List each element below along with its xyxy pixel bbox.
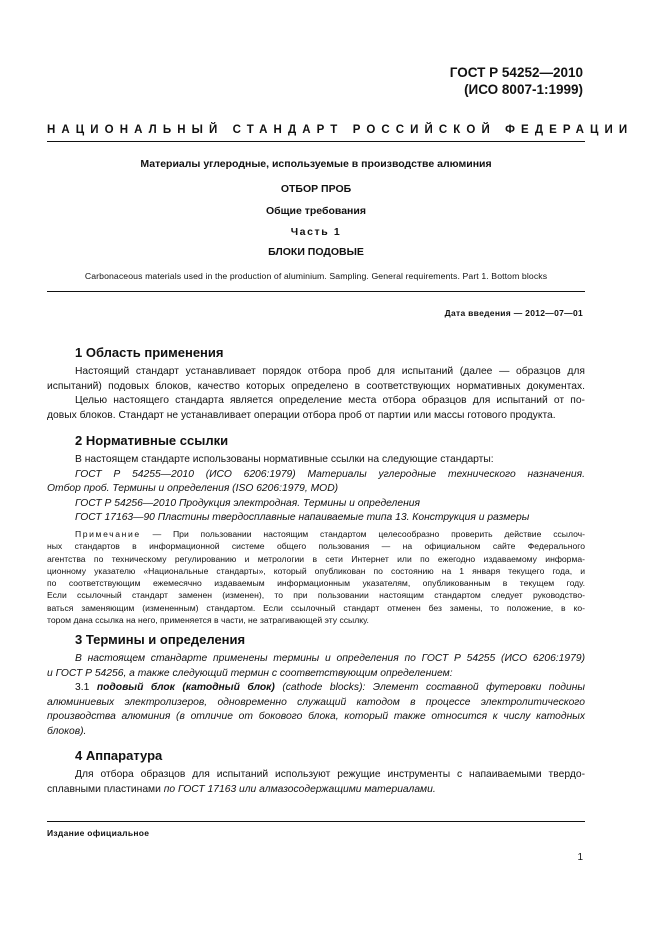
section-4-body — [47, 768, 585, 797]
title-sampling: ОТБОР ПРОБ — [280, 183, 352, 195]
title-general: Общие требования — [266, 205, 366, 217]
section-2-body — [47, 453, 585, 526]
text-line: ГОСТ Р 54255—2010 (ИСО 6206:1979) Материалы углеродные технического назначения. — [75, 468, 585, 480]
title-part: Часть 1 — [290, 226, 342, 238]
text-line: алюминиевых электролизеров, одновременно служащий катодом в процессе электролитического — [47, 696, 585, 708]
title-english: Carbonaceous materials used in the production of aluminium. Sampling. General requirements. Part 1. Bottom blocks — [84, 271, 548, 281]
section-1-heading: 1 Область применения — [75, 345, 224, 360]
note-line: агентства по техническому регулированию и метрологии в сети Интернет или по ежегодно издаваемому информа- — [47, 553, 585, 564]
section-2-note — [47, 528, 585, 626]
text-line: В настоящем стандарте использованы нормативные ссылки на следующие стандарты: — [75, 454, 494, 465]
note-text: — При пользовании настоящим стандартом целесообразно проверить действие ссылоч- — [152, 529, 585, 539]
text-fragment: сплавными пластинами — [47, 783, 161, 795]
term-name: подовый блок (катодный блок) — [96, 682, 275, 694]
term-english: (cathode blocks): — [282, 682, 366, 694]
text-line: и ГОСТ Р 54256, а также следующий термин с соответствующим определением: — [47, 667, 453, 679]
note-line: тором дана ссылка на него, применяется в части, не затрагивающей эту ссылку. — [47, 615, 369, 626]
text-line: ГОСТ Р 54256—2010 Продукция электродная. Термины и определения — [75, 497, 420, 509]
term-definition: Элемент составной футеровки подины — [372, 682, 585, 694]
section-3-heading: 3 Термины и определения — [75, 632, 246, 647]
note-line: ционному указателю «Национальные стандарты», который опубликован по состоянию на 1 января текущего года, и — [47, 565, 585, 576]
text-line: производства алюминия (в отличие от бокового блока, который также относится к числу катодных — [47, 711, 585, 723]
text-line: Целью настоящего стандарта является определение места отбора образцов для испытаний от по- — [75, 395, 585, 407]
section-3-body — [47, 652, 585, 740]
note-line: по соответствующим ежемесячно издаваемым информационным указателям, опубликованным в текущем году. — [47, 578, 585, 589]
title-main: Материалы углеродные, используемые в производстве алюминия — [140, 158, 492, 170]
text-line: довых блоков. Стандарт не устанавливает операции отбора проб от партии или массы готового продукта. — [47, 409, 556, 421]
footer-rule — [47, 821, 585, 822]
note-line: ваться заменяющим (измененным) стандартом. Если ссылочный стандарт отменен без замены, то положение, в ко- — [47, 602, 585, 613]
text-fragment-italic: по ГОСТ 17163 или алмазосодержащими материалами. — [163, 783, 436, 795]
term-line — [47, 681, 585, 696]
text-line: В настоящем стандарте применены термины и определения по ГОСТ Р 54255 (ИСО 6206:1979) — [75, 653, 585, 664]
text-line: испытаний) подовых блоков, качество которых определено в соответствующих нормативных документах. — [47, 380, 585, 392]
section-2-heading: 2 Нормативные ссылки — [75, 433, 229, 448]
note-label: Примечание — [75, 529, 141, 539]
iso-number: (ИСО 8007-1:1999) — [464, 82, 583, 97]
title-rule — [47, 291, 585, 292]
standard-number: ГОСТ Р 54252—2010 — [449, 65, 583, 80]
note-line: ных стандартов в информационной системе общего пользования — на официальном сайте Федерального — [47, 541, 585, 552]
introduction-date: Дата введения — 2012—07—01 — [444, 308, 583, 318]
note-line — [47, 528, 585, 540]
text-line — [47, 783, 585, 798]
section-1-body — [47, 365, 585, 423]
text-line: Для отбора образцов для испытаний используют режущие инструменты с напаиваемыми твердо- — [75, 769, 585, 780]
text-line: ГОСТ 17163—90 Пластины твердосплавные напаиваемые типа 13. Конструкция и размеры — [75, 512, 530, 524]
note-line: Если ссылочный стандарт заменен (изменен), то при пользовании настоящим стандартом следует руководство- — [47, 590, 585, 601]
page-number: 1 — [577, 852, 583, 863]
section-4-heading: 4 Аппаратура — [75, 748, 163, 763]
text-line: Отбор проб. Термины и определения (ISO 6206:1979, MOD) — [47, 483, 339, 495]
title-bottom-blocks: БЛОКИ ПОДОВЫЕ — [268, 246, 364, 258]
official-edition-label: Издание официальное — [47, 828, 150, 838]
term-number: 3.1 — [75, 682, 90, 694]
text-line: Настоящий стандарт устанавливает порядок отбора проб для испытаний (далее — образцов для — [75, 366, 585, 377]
national-standard-banner: НАЦИОНАЛЬНЫЙ СТАНДАРТ РОССИЙСКОЙ ФЕДЕРАЦИИ — [47, 124, 634, 136]
banner-rule — [47, 141, 585, 142]
text-line: блоков). — [47, 725, 87, 737]
